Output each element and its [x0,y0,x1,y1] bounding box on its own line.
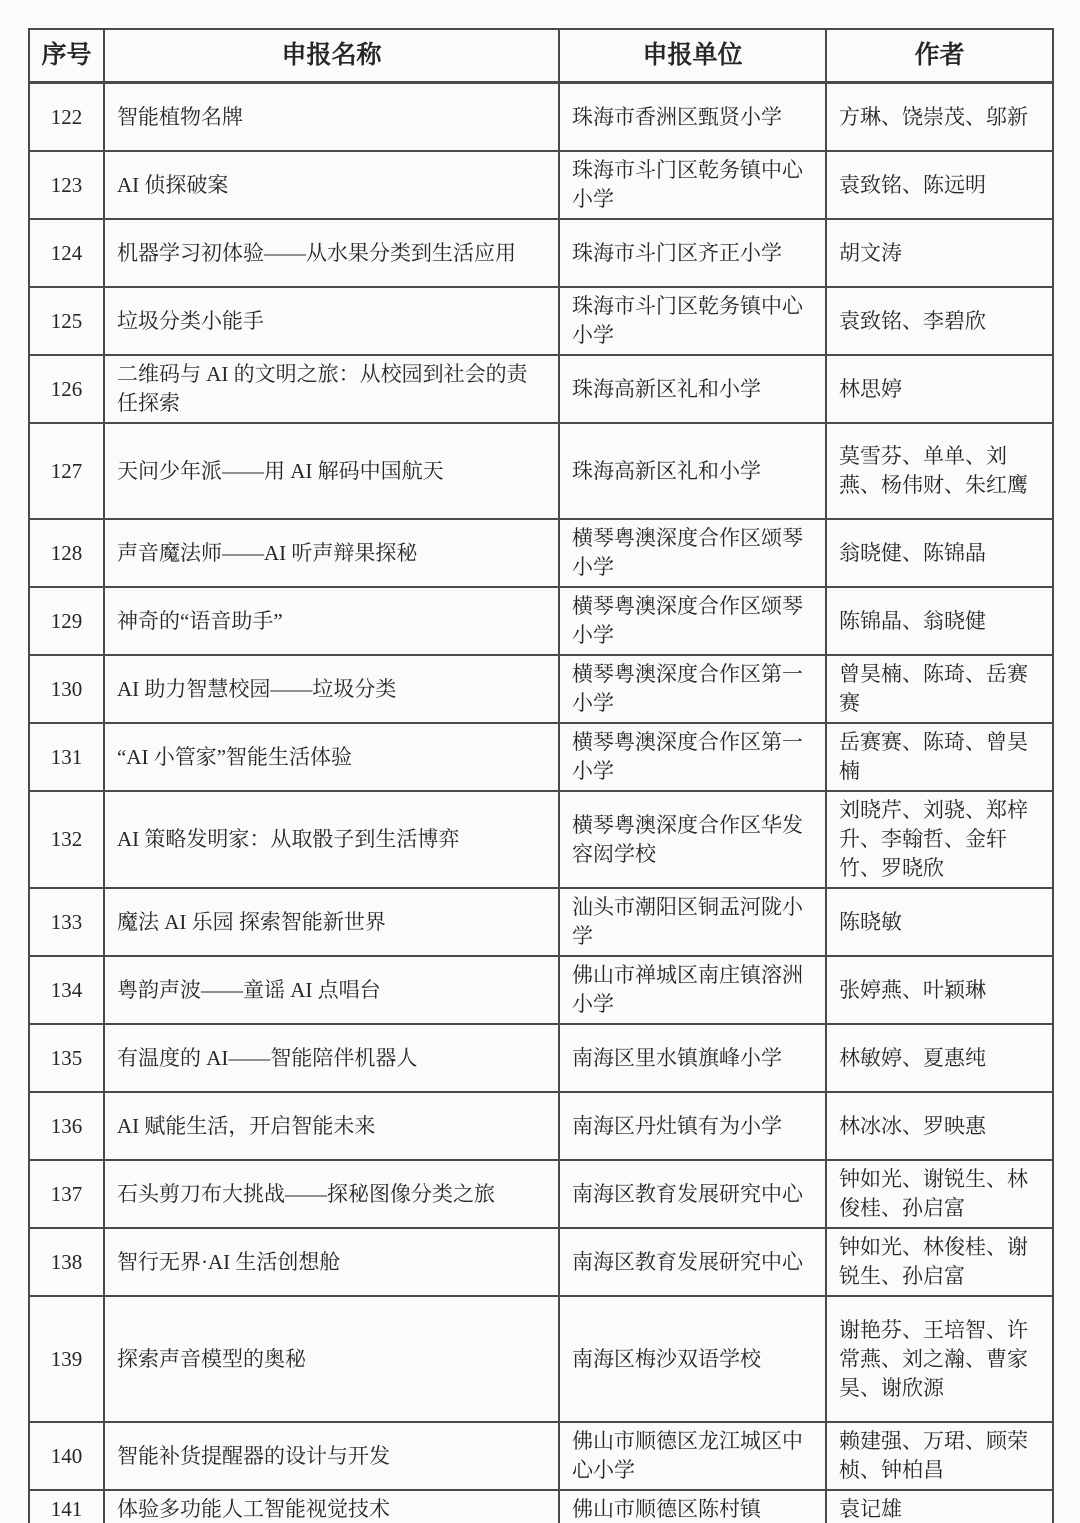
authors-cell: 方琳、饶崇茂、邬新 [826,83,1053,152]
authors-cell: 林冰冰、罗映惠 [826,1092,1053,1160]
project-name-cell: 智能补货提醒器的设计与开发 [104,1422,559,1490]
serial-number-cell: 131 [29,723,104,791]
project-name-cell: 天问少年派——用 AI 解码中国航天 [104,423,559,519]
project-name-cell: AI 侦探破案 [104,151,559,219]
column-header-serial: 序号 [29,29,104,83]
column-header-project-name: 申报名称 [104,29,559,83]
table-row [29,1422,1053,1490]
table-row [29,287,1053,355]
authors-cell: 陈锦晶、翁晓健 [826,587,1053,655]
table-row [29,83,1053,152]
project-name-cell: AI 助力智慧校园——垃圾分类 [104,655,559,723]
serial-number-cell: 128 [29,519,104,587]
unit-cell: 横琴粤澳深度合作区第一小学 [559,723,826,791]
project-name-cell: 垃圾分类小能手 [104,287,559,355]
authors-cell: 莫雪芬、单单、刘燕、杨伟财、朱红鹰 [826,423,1053,519]
authors-cell: 林敏婷、夏惠纯 [826,1024,1053,1092]
unit-cell: 横琴粤澳深度合作区颂琴小学 [559,587,826,655]
authors-cell: 袁致铭、陈远明 [826,151,1053,219]
project-name-cell: AI 策略发明家：从取骰子到生活博弈 [104,791,559,888]
unit-cell: 横琴粤澳深度合作区华发容闳学校 [559,791,826,888]
authors-cell: 谢艳芬、王培智、许常燕、刘之瀚、曹家昊、谢欣源 [826,1296,1053,1422]
unit-cell: 珠海市香洲区甄贤小学 [559,83,826,152]
authors-cell: 袁致铭、李碧欣 [826,287,1053,355]
table-row [29,791,1053,888]
column-header-unit: 申报单位 [559,29,826,83]
serial-number-cell: 134 [29,956,104,1024]
serial-number-cell: 140 [29,1422,104,1490]
authors-cell: 钟如光、林俊桂、谢锐生、孙启富 [826,1228,1053,1296]
unit-cell: 汕头市潮阳区铜盂河陇小学 [559,888,826,956]
table-header-row [29,29,1053,83]
authors-cell: 钟如光、谢锐生、林俊桂、孙启富 [826,1160,1053,1228]
authors-cell: 刘晓芹、刘骁、郑梓升、李翰哲、金轩竹、罗晓欣 [826,791,1053,888]
column-header-authors: 作者 [826,29,1053,83]
serial-number-cell: 132 [29,791,104,888]
unit-cell: 横琴粤澳深度合作区第一小学 [559,655,826,723]
unit-cell: 珠海高新区礼和小学 [559,423,826,519]
serial-number-cell: 137 [29,1160,104,1228]
project-name-cell: 机器学习初体验——从水果分类到生活应用 [104,219,559,287]
serial-number-cell: 127 [29,423,104,519]
unit-cell: 珠海市斗门区乾务镇中心小学 [559,151,826,219]
project-name-cell: 二维码与 AI 的文明之旅：从校园到社会的责任探索 [104,355,559,423]
table-row [29,219,1053,287]
project-name-cell: AI 赋能生活，开启智能未来 [104,1092,559,1160]
table-row [29,1160,1053,1228]
table-row [29,655,1053,723]
table-row [29,723,1053,791]
table-row [29,587,1053,655]
table-row [29,1092,1053,1160]
serial-number-cell: 129 [29,587,104,655]
authors-cell: 曾昊楠、陈琦、岳赛赛 [826,655,1053,723]
project-name-cell: 探索声音模型的奥秘 [104,1296,559,1422]
authors-cell: 胡文涛 [826,219,1053,287]
project-name-cell: 智行无界·AI 生活创想舱 [104,1228,559,1296]
authors-cell: 林思婷 [826,355,1053,423]
serial-number-cell: 136 [29,1092,104,1160]
serial-number-cell: 122 [29,83,104,152]
table-row [29,151,1053,219]
unit-cell: 珠海市斗门区齐正小学 [559,219,826,287]
authors-cell: 张婷燕、叶颖琳 [826,956,1053,1024]
unit-cell: 南海区里水镇旗峰小学 [559,1024,826,1092]
unit-cell: 佛山市顺德区龙江城区中心小学 [559,1422,826,1490]
unit-cell: 珠海市斗门区乾务镇中心小学 [559,287,826,355]
table-row [29,519,1053,587]
project-name-cell: 粤韵声波——童谣 AI 点唱台 [104,956,559,1024]
serial-number-cell: 138 [29,1228,104,1296]
unit-cell: 南海区教育发展研究中心 [559,1228,826,1296]
project-name-cell: 智能植物名牌 [104,83,559,152]
project-name-cell: 有温度的 AI——智能陪伴机器人 [104,1024,559,1092]
authors-cell: 岳赛赛、陈琦、曾昊楠 [826,723,1053,791]
project-name-cell: 石头剪刀布大挑战——探秘图像分类之旅 [104,1160,559,1228]
serial-number-cell: 126 [29,355,104,423]
unit-cell: 横琴粤澳深度合作区颂琴小学 [559,519,826,587]
declaration-table [28,28,1054,1523]
unit-cell: 珠海高新区礼和小学 [559,355,826,423]
project-name-cell: 神奇的“语音助手” [104,587,559,655]
serial-number-cell: 141 [29,1490,104,1523]
unit-cell: 南海区教育发展研究中心 [559,1160,826,1228]
authors-cell: 陈晓敏 [826,888,1053,956]
serial-number-cell: 130 [29,655,104,723]
project-name-cell: 体验多功能人工智能视觉技术 [104,1490,559,1523]
table-row [29,423,1053,519]
authors-cell: 袁记雄 [826,1490,1053,1523]
unit-cell: 南海区梅沙双语学校 [559,1296,826,1422]
serial-number-cell: 133 [29,888,104,956]
unit-cell: 佛山市禅城区南庄镇溶洲小学 [559,956,826,1024]
table-row [29,355,1053,423]
project-name-cell: “AI 小管家”智能生活体验 [104,723,559,791]
serial-number-cell: 135 [29,1024,104,1092]
table-row [29,1228,1053,1296]
project-name-cell: 声音魔法师——AI 听声辩果探秘 [104,519,559,587]
project-name-cell: 魔法 AI 乐园 探索智能新世界 [104,888,559,956]
table-row [29,956,1053,1024]
table-row [29,888,1053,956]
serial-number-cell: 125 [29,287,104,355]
authors-cell: 赖建强、万珺、顾荣桢、钟柏昌 [826,1422,1053,1490]
table-row [29,1296,1053,1422]
serial-number-cell: 123 [29,151,104,219]
serial-number-cell: 124 [29,219,104,287]
table-row [29,1490,1053,1523]
table-row [29,1024,1053,1092]
serial-number-cell: 139 [29,1296,104,1422]
authors-cell: 翁晓健、陈锦晶 [826,519,1053,587]
unit-cell: 南海区丹灶镇有为小学 [559,1092,826,1160]
unit-cell: 佛山市顺德区陈村镇 [559,1490,826,1523]
